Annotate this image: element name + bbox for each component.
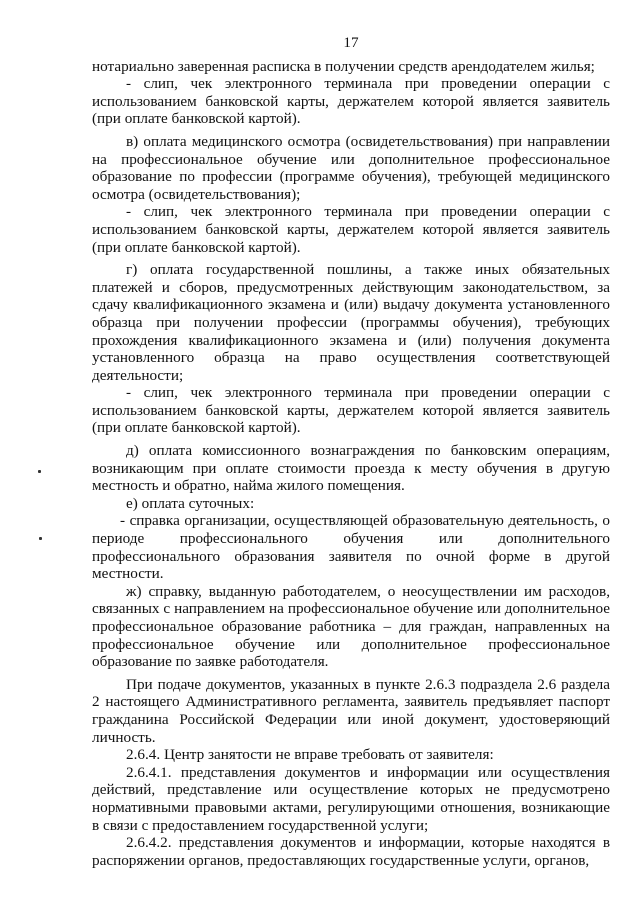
document-body [92,58,610,870]
paragraph-13: 2.6.4.1. представления документов и информации или осуществления действий, представление или осуществление которых не предусмотрено нормативными правовыми актами, регулирующими отношения, возникающие в связи с предоставлением государственной услуги; [92,763,610,834]
paragraph-10: ж) справку, выданную работодателем, о неосуществлении им расходов, связанных с направлением на профессиональное обучение или дополнительное профессиональное образование работника – для граждан, направленных на профессиональное обучение или дополнительное профессиональное образование по заявке работодателя. [92,582,610,671]
paragraph-3: в) оплата медицинского осмотра (освидетельствования) при направлении на профессиональное обучение или дополнительное профессиональное образование по профессии (программе обучения), требующей медицинского осмотра (освидетельствования); [92,132,610,203]
paragraph-12: 2.6.4. Центр занятости не вправе требовать от заявителя: [126,746,494,764]
paragraph-4: - слип, чек электронного терминала при проведении операции с использованием банковской карты, держателем которой является заявитель (при оплате банковской картой). [92,203,610,256]
paragraph-2: - слип, чек электронного терминала при проведении операции с использованием банковской карты, держателем которой является заявитель (при оплате банковской картой). [92,75,610,128]
paragraph-14: 2.6.4.2. представления документов и информации, которые находятся в распоряжении органов, предоставляющих государственные услуги, органов, [92,834,610,869]
scan-mark [38,470,41,473]
paragraph-8: е) оплата суточных: [126,494,255,512]
paragraph-11: При подаче документов, указанных в пункте 2.6.3 подраздела 2.6 раздела 2 настоящего Административного регламента, заявитель предъявляет паспорт гражданина Российской Федерации или иной документ, удостоверяющий личность. [92,675,610,746]
paragraph-9: - справка организации, осуществляющей образовательную деятельность, о периоде профессионального обучения или дополнительного профессионального образования заявителя по очной форме в другой местности. [92,512,610,583]
paragraph-5: г) оплата государственной пошлины, а также иных обязательных платежей и сборов, предусмотренных действующим законодательством, за сдачу квалификационного экзамена и (или) выдачу документа установленного образца при получении профессии (программы обучения), требующих прохождения квалификационного экзамена и (или) получения документа установленного образца на право осуществления соответствующей деятельности; [92,261,610,384]
paragraph-6: - слип, чек электронного терминала при проведении операции с использованием банковской карты, держателем которой является заявитель (при оплате банковской картой). [92,384,610,437]
paragraph-7: д) оплата комиссионного вознаграждения по банковским операциям, возникающим при оплате стоимости проезда к месту обучения в другую местность и обратно, найма жилого помещения. [92,442,610,495]
paragraph-1: нотариально заверенная расписка в получении средств арендодателем жилья; [92,57,595,75]
page-number: 17 [343,34,359,51]
scan-mark [39,537,42,540]
